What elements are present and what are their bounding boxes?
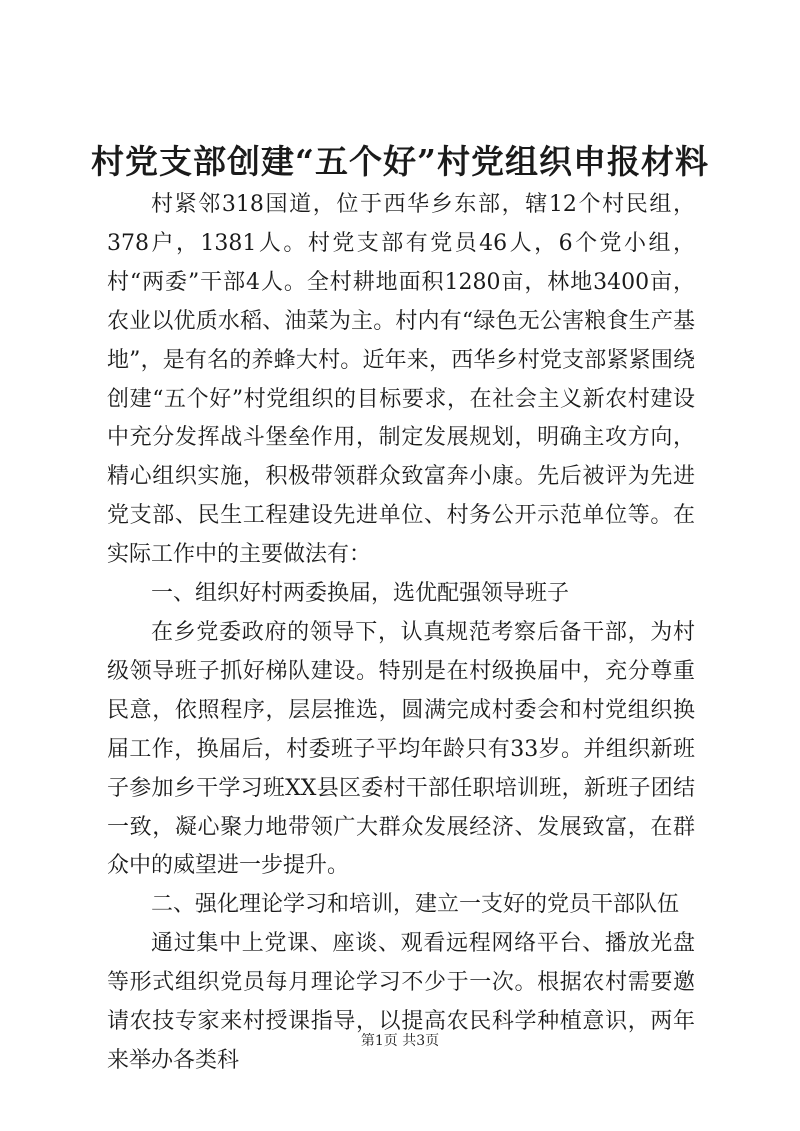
page-number-footer: 第1页 共3页 [360, 1033, 440, 1049]
section-2-paragraph: 通过集中上党课、座谈、观看远程网络平台、播放光盘等形式组织党员每月理论学习不少于一次。根据农村需要邀请农技专家来村授课指导，以提高农民科学种植意识，两年来举办各类科 [107, 931, 695, 1073]
intro-paragraph: 村紧邻318国道，位于西华乡东部，辖12个村民组，378户，1381人。村党支部有党员46人，6个党小组，村“两委”干部4人。全村耕地面积1280亩，林地3400亩，农业以优质水稻、油菜为主。村内有“绿色无公害粮食生产基地”，是有名的养蜂大村。近年来，西华乡村党支部紧紧围绕创建“五个好”村党组织的目标要求，在社会主义新农村建设中充分发挥战斗堡垒作用，制定发展规划，明确主攻方向，精心组织实施，积极带领群众致富奔小康。先后被评为先进党支部、民生工程建设先进单位、村务公开示范单位等。在实际工作中的主要做法有： [107, 192, 695, 568]
document-title: 村党支部创建“五个好”村党组织申报材料 [91, 142, 709, 181]
section-heading-1: 一、组织好村两委换届，选优配强领导班子 [151, 581, 570, 607]
section-1-paragraph: 在乡党委政府的领导下，认真规范考察后备干部，为村级领导班子抓好梯队建设。特别是在村级换届中，充分尊重民意，依照程序，层层推选，圆满完成村委会和村党组织换届工作，换届后，村委班子平均年龄只有33岁。并组织新班子参加乡干学习班XX县区委村干部任职培训班，新班子团结一致，凝心聚力地带领广大群众发展经济、发展致富，在群众中的威望进一步提升。 [107, 619, 695, 879]
document-body [107, 186, 695, 1081]
section-heading-2: 二、强化理论学习和培训，建立一支好的党员干部队伍 [151, 892, 680, 918]
